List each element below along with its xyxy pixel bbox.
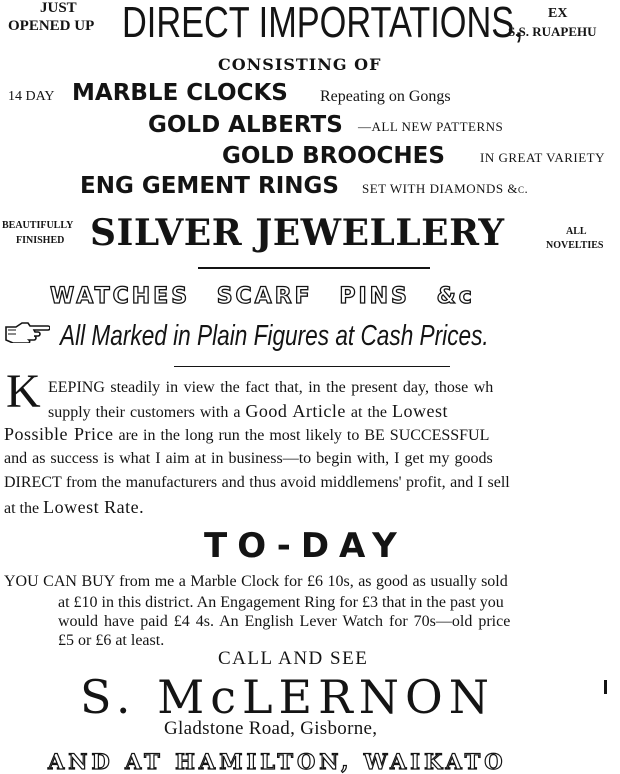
body-line-5: DIRECT from the manufacturers and thus avoid middlemens' profit, and I sell — [4, 474, 510, 491]
body-line-1: EEPING steadily in view the fact that, in the present day, those wh — [48, 379, 494, 396]
ex-label: EX — [548, 6, 568, 21]
body-text: at the — [345, 404, 392, 421]
clocks-main: MARBLE CLOCKS — [72, 80, 288, 106]
beautifully-label: BEAUTIFULLY — [2, 220, 74, 231]
just-label: JUST — [40, 0, 77, 16]
address-line: Gladstone Road, Gisborne, — [164, 718, 378, 739]
body-line-4: and as success is what I aim at in business—to begin with, I get my goods — [4, 450, 493, 467]
offer-line-2: at £10 in this district. An Engagement Ring for £3 that in the past you — [58, 594, 504, 611]
offer-line-4: £5 or £6 at least. — [58, 632, 165, 649]
clocks-suffix: Repeating on Gongs — [320, 88, 451, 105]
body-text: supply their customers with a — [48, 404, 246, 421]
body-line-2 — [48, 401, 448, 424]
possible-price: Possible Price — [4, 424, 114, 444]
alberts-suffix: —ALL NEW PATTERNS — [358, 119, 504, 134]
merchant-name: S. McLERNON — [80, 670, 495, 724]
lowest-word: Lowest — [392, 401, 448, 421]
today-heading: TO-DAY — [204, 526, 407, 566]
rings-main: ENG GEMENT RINGS — [80, 173, 339, 199]
silver-jewellery-title: SILVER JEWELLERY — [90, 212, 505, 254]
branch-line: AND AT HAMILTON, WAIKATO — [48, 749, 507, 774]
consisting-of: CONSISTING OF — [218, 55, 382, 74]
drop-cap: K — [6, 365, 41, 418]
novelties-label: NOVELTIES — [546, 240, 604, 251]
alberts-main: GOLD ALBERTS — [148, 112, 343, 138]
lowest-rate: Lowest Rate. — [43, 497, 145, 517]
body-line-3 — [4, 424, 489, 447]
good-article: Good Article — [245, 401, 346, 421]
apostrophe-mark — [604, 680, 607, 694]
plain-figures-line: All Marked in Plain Figures at Cash Prices. — [60, 320, 489, 352]
call-and-see: CALL AND SEE — [218, 648, 369, 669]
watches-line: WATCHES SCARF PINS &c — [50, 284, 475, 309]
clocks-prefix: 14 DAY — [8, 89, 55, 104]
opened-up-label: OPENED UP — [8, 18, 95, 34]
offer-line-3: would have paid £4 4s. An English Lever Watch for 70s—old price — [58, 613, 511, 630]
divider-rule — [198, 267, 430, 269]
brooches-main: GOLD BROOCHES — [222, 143, 445, 169]
finished-label: FINISHED — [16, 235, 65, 246]
all-label: ALL — [566, 226, 587, 237]
pointing-hand-icon — [4, 321, 50, 347]
offer-line-1: YOU CAN BUY from me a Marble Clock for £6 10s, as good as usually sold — [4, 573, 508, 590]
body-text: at the — [4, 500, 44, 517]
brooches-suffix: IN GREAT VARIETY — [480, 150, 606, 165]
body-line-6 — [4, 497, 144, 520]
ship-name: S.S. RUAPEHU — [508, 24, 597, 39]
divider-rule-2 — [174, 366, 450, 367]
body-text: are in the long run the most likely to BE SUCCESSFUL — [113, 427, 490, 444]
rings-suffix: SET WITH DIAMONDS &c. — [362, 181, 529, 196]
headline-title: DIRECT IMPORTATIONS, — [122, 0, 524, 47]
